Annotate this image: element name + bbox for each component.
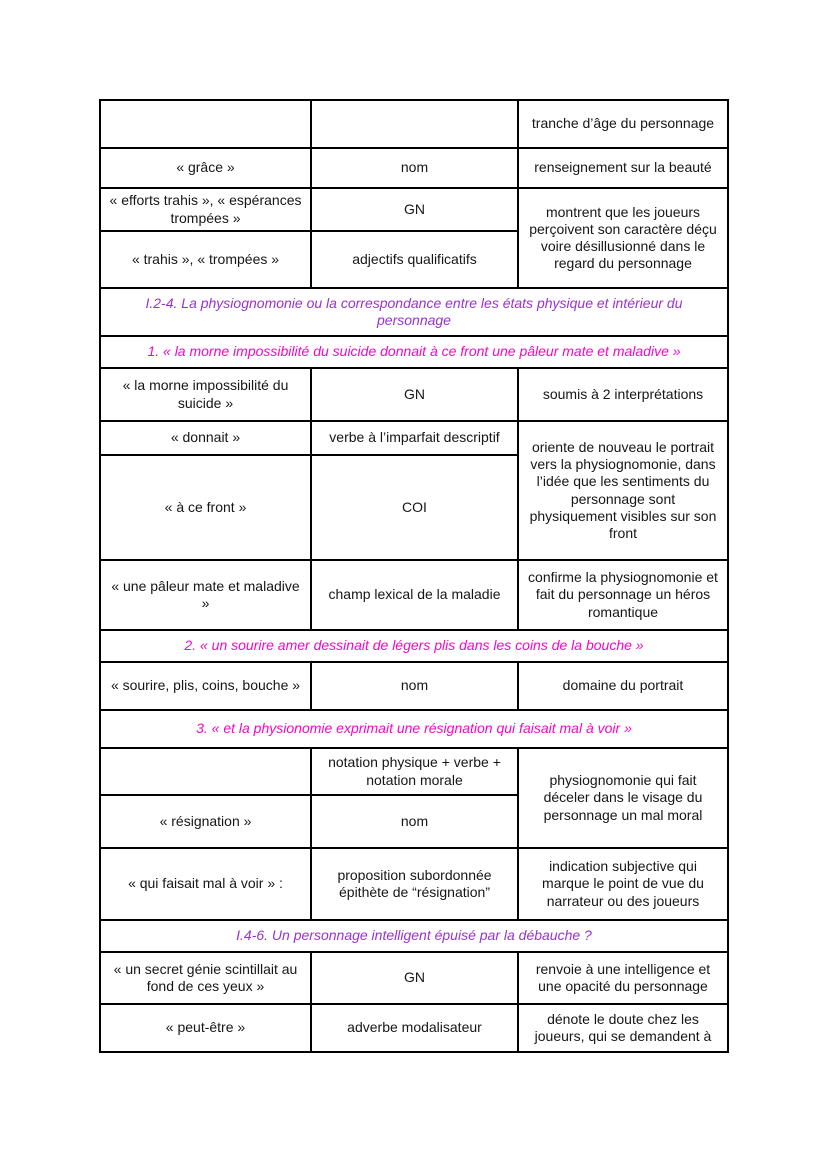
table-cell [100, 748, 311, 795]
table-cell: nom [311, 662, 518, 710]
table-cell: domaine du portrait [518, 662, 728, 710]
table-cell: « à ce front » [100, 455, 311, 560]
table-row [100, 288, 728, 336]
table-row [100, 100, 728, 148]
table-row [100, 848, 728, 920]
table-row [100, 710, 728, 748]
table-cell: « efforts trahis », « espérances trompées » [100, 188, 311, 231]
table-cell: « un secret génie scintillait au fond de ces yeux » [100, 952, 311, 1004]
section-header-cell: 1. « la morne impossibilité du suicide donnait à ce front une pâleur mate et maladive » [100, 336, 728, 368]
table-cell: « qui faisait mal à voir » : [100, 848, 311, 920]
table-cell: oriente de nouveau le portrait vers la physiognomonie, dans l’idée que les sentiments du personnage sont physiquement visibles sur son front [518, 421, 728, 560]
table-cell: adverbe modalisateur [311, 1004, 518, 1052]
section-header-cell: 2. « un sourire amer dessinait de légers plis dans les coins de la bouche » [100, 630, 728, 662]
table-cell: adjectifs qualificatifs [311, 231, 518, 288]
table-row [100, 952, 728, 1004]
section-header-cell: I.4-6. Un personnage intelligent épuisé par la débauche ? [100, 920, 728, 952]
table-cell: indication subjective qui marque le point de vue du narrateur ou des joueurs [518, 848, 728, 920]
table-cell: nom [311, 795, 518, 848]
table-row [100, 560, 728, 630]
table-cell: GN [311, 368, 518, 421]
table-cell: proposition subordonnée épithète de “résignation” [311, 848, 518, 920]
table-cell: notation physique + verbe + notation morale [311, 748, 518, 795]
table-cell: physiognomonie qui fait déceler dans le visage du personnage un mal moral [518, 748, 728, 848]
table-cell: « donnait » [100, 421, 311, 455]
table-cell: nom [311, 148, 518, 188]
table-cell: « sourire, plis, coins, bouche » [100, 662, 311, 710]
table-row [100, 920, 728, 952]
table-cell: « grâce » [100, 148, 311, 188]
section-header-cell: I.2-4. La physiognomonie ou la correspondance entre les états physique et intérieur du personnage [100, 288, 728, 336]
table-row [100, 421, 728, 455]
table-cell: COI [311, 455, 518, 560]
table-row [100, 662, 728, 710]
table-cell: montrent que les joueurs perçoivent son caractère déçu voire désillusionné dans le regard du personnage [518, 188, 728, 288]
section-header-cell: 3. « et la physionomie exprimait une résignation qui faisait mal à voir » [100, 710, 728, 748]
table-cell: renvoie à une intelligence et une opacité du personnage [518, 952, 728, 1004]
table-row [100, 368, 728, 421]
table-cell: verbe à l’imparfait descriptif [311, 421, 518, 455]
table-row [100, 188, 728, 231]
table-cell: « résignation » [100, 795, 311, 848]
table-cell [311, 100, 518, 148]
table-cell [100, 100, 311, 148]
table-row [100, 148, 728, 188]
table-cell: GN [311, 188, 518, 231]
table-row [100, 630, 728, 662]
table-cell: « trahis », « trompées » [100, 231, 311, 288]
table-cell: « la morne impossibilité du suicide » [100, 368, 311, 421]
table-row [100, 1004, 728, 1052]
table-cell: confirme la physiognomonie et fait du personnage un héros romantique [518, 560, 728, 630]
table-cell: champ lexical de la maladie [311, 560, 518, 630]
table-cell: « une pâleur mate et maladive » [100, 560, 311, 630]
table-cell: tranche d’âge du personnage [518, 100, 728, 148]
table-row [100, 336, 728, 368]
table-cell: dénote le doute chez les joueurs, qui se demandent à [518, 1004, 728, 1052]
analysis-table [99, 99, 729, 1053]
table-row [100, 748, 728, 795]
table-cell: soumis à 2 interprétations [518, 368, 728, 421]
table-cell: « peut-être » [100, 1004, 311, 1052]
table-cell: GN [311, 952, 518, 1004]
table-cell: renseignement sur la beauté [518, 148, 728, 188]
